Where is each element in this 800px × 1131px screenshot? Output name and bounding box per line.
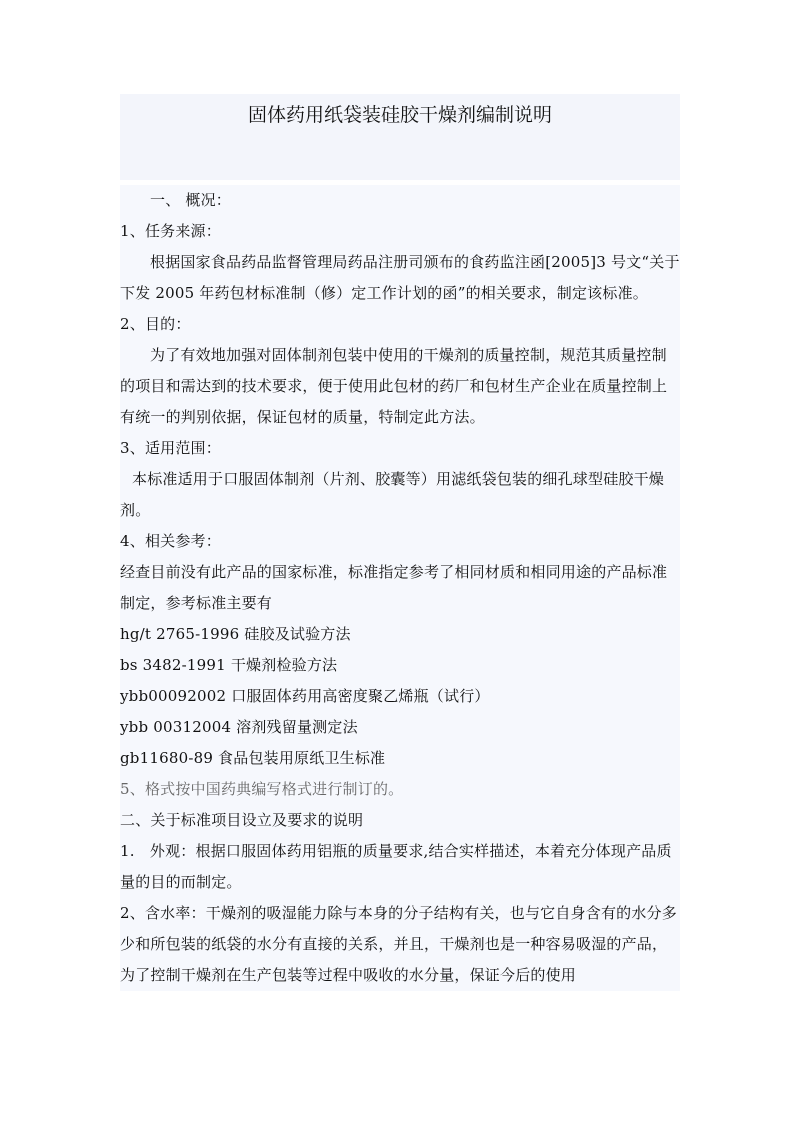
subheading-task-source: 1、任务来源：: [120, 216, 680, 247]
subheading-purpose: 2、目的：: [120, 309, 680, 340]
paragraph-purpose: 为了有效地加强对固体制剂包装中使用的干燥剂的质量控制，规范其质量控制的项目和需达到的技术要求，便于使用此包材的药厂和包材生产企业在质量控制上有统一的判别依据，保证包材的质量，特制定此方法。: [120, 340, 680, 433]
reference-item: gb11680-89 食品包装用原纸卫生标准: [120, 743, 680, 774]
reference-item: ybb00092002 口服固体药用高密度聚乙烯瓶（试行）: [120, 681, 680, 712]
section-heading-overview: 一、 概况：: [120, 185, 680, 216]
document-body: [120, 185, 680, 991]
paragraph-task-source: 根据国家食品药品监督管理局药品注册司颁布的食药监注函[2005]3 号文“关于下发 2005 年药包材标准制（修）定工作计划的函”的相关要求，制定该标准。: [120, 247, 680, 309]
paragraph-appearance: 1. 外观：根据口服固体药用铝瓶的质量要求,结合实样描述，本着充分体现产品质量的目的而制定。: [120, 836, 680, 898]
paragraph-moisture: 2、含水率：干燥剂的吸湿能力除与本身的分子结构有关，也与它自身含有的水分多少和所包装的纸袋的水分有直接的关系，并且，干燥剂也是一种容易吸湿的产品，为了控制干燥剂在生产包装等过程中吸收的水分量，保证今后的使用: [120, 898, 680, 991]
section-heading-items: 二、关于标准项目设立及要求的说明: [120, 805, 680, 836]
reference-item: bs 3482-1991 干燥剂检验方法: [120, 650, 680, 681]
reference-item: hg/t 2765-1996 硅胶及试验方法: [120, 619, 680, 650]
document-title: 固体药用纸袋装硅胶干燥剂编制说明: [247, 104, 552, 126]
subheading-references: 4、相关参考：: [120, 526, 680, 557]
subheading-scope: 3、适用范围：: [120, 433, 680, 464]
reference-item: ybb 00312004 溶剂残留量测定法: [120, 712, 680, 743]
paragraph-format: 5、格式按中国药典编写格式进行制订的。: [120, 774, 680, 805]
paragraph-scope: 本标准适用于口服固体制剂（片剂、胶囊等）用滤纸袋包装的细孔球型硅胶干燥剂。: [120, 464, 680, 526]
paragraph-references: 经查目前没有此产品的国家标准，标准指定参考了相同材质和相同用途的产品标准制定，参考标准主要有: [120, 557, 680, 619]
